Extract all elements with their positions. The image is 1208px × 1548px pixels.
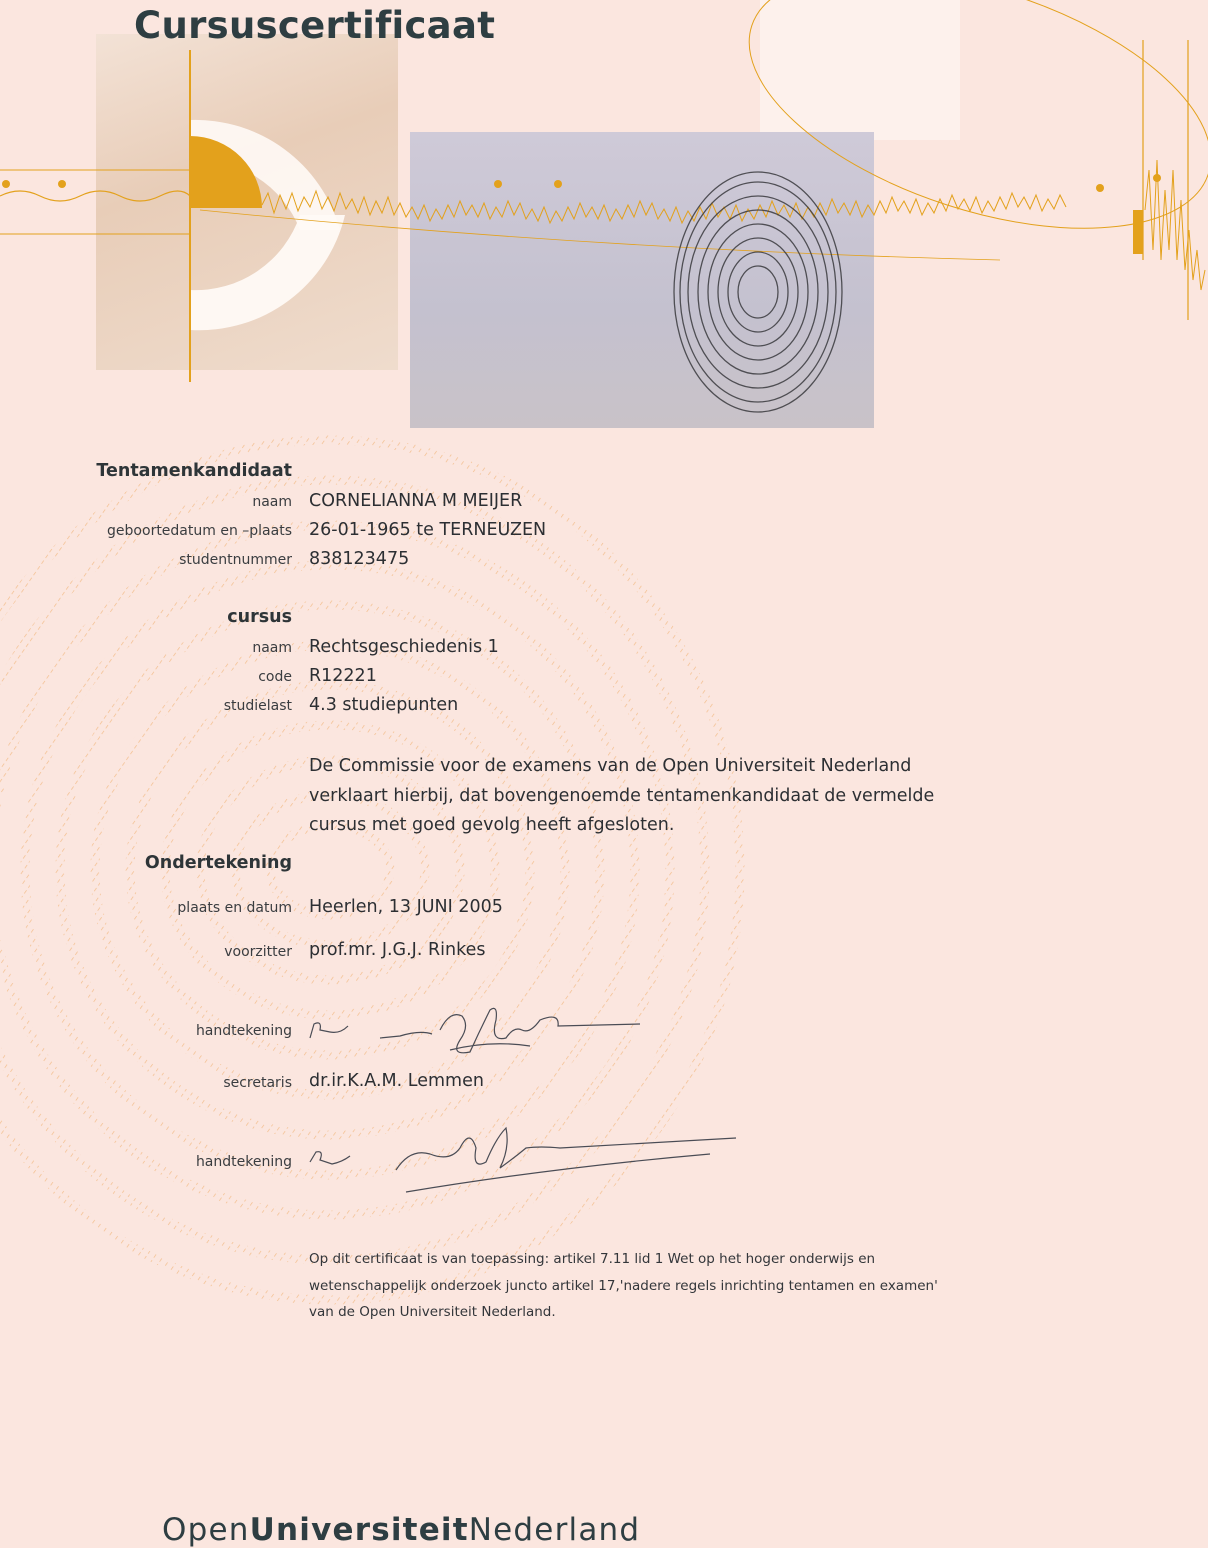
declaration-line: verklaart hierbij, dat bovengenoemde tentamenkandidaat de vermelde [309,785,935,806]
chair-value: prof.mr. J.G.J. Rinkes [309,940,486,960]
course-load-label: studielast [223,698,292,714]
candidate-name-value: CORNELIANNA M MEIJER [309,491,523,511]
secretary-label: secretaris [223,1075,292,1091]
student-number-value: 838123475 [309,549,410,569]
legal-note-line: wetenschappelijk onderzoek juncto artikel 17,'nadere regels inrichting tentamen en examen' [309,1277,938,1294]
legal-note-line: Op dit certificaat is van toepassing: artikel 7.11 lid 1 Wet op het hoger onderwijs en [309,1251,876,1267]
declaration-line: De Commissie voor de examens van de Open Universiteit Nederland [309,756,912,776]
declaration-paragraph [309,752,949,841]
legal-note-line: van de Open Universiteit Nederland. [309,1304,556,1320]
chair-signature [300,990,650,1070]
birth-label: geboortedatum en –plaats [107,523,292,539]
university-logo [162,1512,640,1548]
place-date-value: Heerlen, 13 JUNI 2005 [309,897,503,917]
course-heading: cursus [227,607,292,627]
secretary-signature [300,1118,750,1198]
place-date-label: plaats en datum [177,900,292,916]
chair-label: voorzitter [224,944,292,960]
course-name-label: naam [252,640,292,656]
logo-part-nederland: Nederland [468,1512,641,1548]
header-graphic [0,0,1208,440]
logo-part-open: Open [162,1512,250,1548]
candidate-heading: Tentamenkandidaat [96,461,292,481]
course-code-value: R12221 [309,666,377,686]
student-number-label: studentnummer [179,552,292,568]
birth-value: 26-01-1965 te TERNEUZEN [309,520,547,540]
certificate-title: Cursuscertificaat [134,4,496,47]
signature1-label: handtekening [195,1023,292,1039]
signature2-label: handtekening [195,1154,292,1170]
candidate-name-label: naam [252,494,292,510]
logo-part-universiteit: Universiteit [249,1512,469,1548]
secretary-value: dr.ir.K.A.M. Lemmen [309,1071,484,1091]
course-name-value: Rechtsgeschiedenis 1 [309,637,499,657]
declaration-line: cursus met goed gevolg heeft afgesloten. [309,815,675,835]
course-code-label: code [258,669,292,685]
legal-note [309,1246,989,1326]
signing-heading: Ondertekening [144,853,292,873]
course-load-value: 4.3 studiepunten [309,695,459,715]
